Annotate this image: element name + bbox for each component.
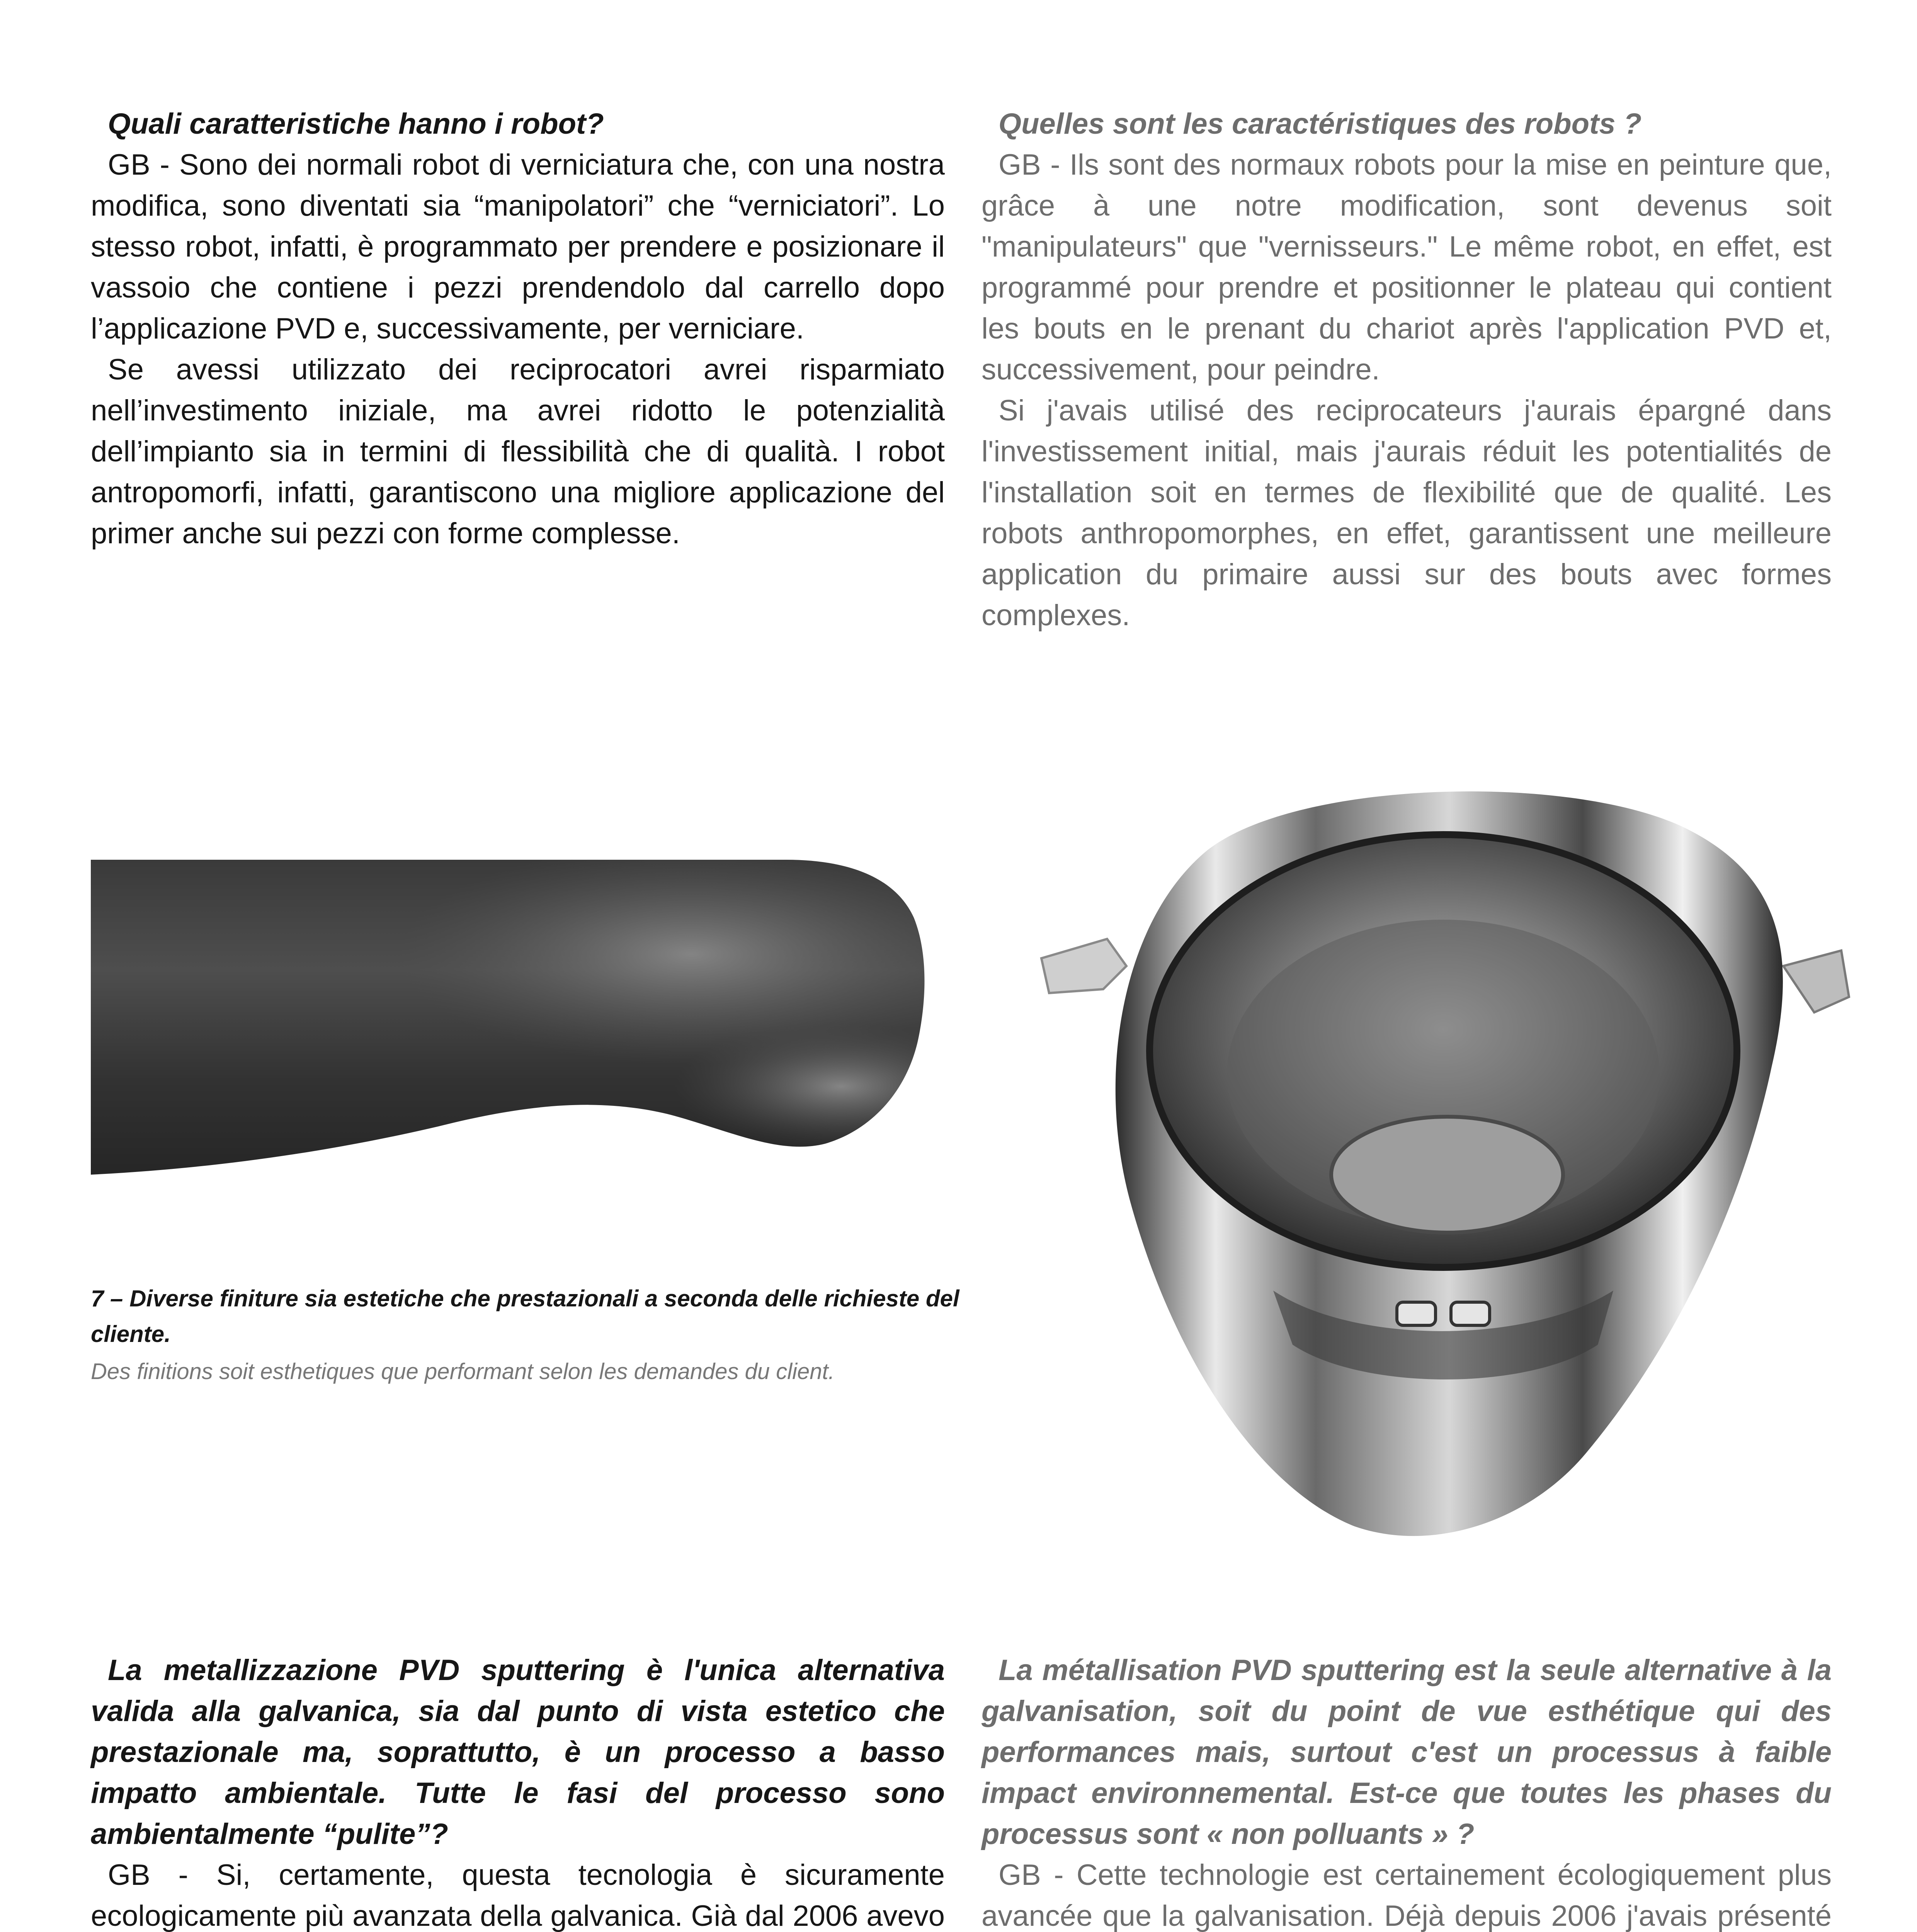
answer-paragraph: Si j'avais utilisé des reciprocateurs j'aurais épargné dans l'investissement initial, mais j'aurais réduit les potentialités de l'installation soit en termes de flexibilité que de qualité. Les robots anthropomorphes, en effet, garantissent une meilleure application du primaire aussi sur des bouts avec formes complexes.: [981, 394, 1832, 632]
bottom-right-column: [981, 1650, 1832, 1932]
caption-italian: 7 – Diverse finiture sia estetiche che prestazionali a seconda delle richieste del cliente.: [91, 1286, 959, 1347]
caption-french: Des finitions soit esthetiques que performant selon les demandes du client.: [91, 1359, 835, 1384]
chrome-cup-photo: [1026, 757, 1853, 1577]
answer-paragraph: GB - Sono dei normali robot di verniciatura che, con una nostra modifica, sono diventati sia “manipolatori” che “verniciatori”. Lo stesso robot, infatti, è programmato per prendere e posizionare il vassoio che contiene i pezzi prendendolo dal carrello dopo l’applicazione PVD e, successivamente, per verniciare.: [91, 148, 945, 345]
answer-paragraph: GB - Ils sont des normaux robots pour la mise en peinture que, grâce à une notre modification, sont devenus soit "manipulateurs" que "vernisseurs." Le même robot, en effet, est programmé pour prendre et positionner le plateau qui contient les bouts en le prenant du chariot après l'application PVD et, successivement, pour peindre.: [981, 148, 1832, 386]
bottom-left-column: [91, 1650, 945, 1932]
answer-paragraph: GB - Si, certamente, questa tecnologia è sicuramente ecologicamente più avanzata della galvanica. Già dal 2006 avevo: [91, 1859, 945, 1932]
figure-caption: [91, 1281, 960, 1389]
question-pvd-fr: La métallisation PVD sputtering est la seule alternative à la galvanisation, soit du point de vue esthétique qui des performances mais, surtout c'est un processus à faible impact environnemental. Est-ce que toutes les phases du processus sont « non polluants » ?: [981, 1654, 1832, 1850]
answer-paragraph: GB - Cette technologie est certainement écologiquement plus avancée que la galvanisation. Déjà depuis 2006 j'avais présenté: [981, 1859, 1832, 1932]
metallic-handle-photo: [91, 860, 925, 1188]
question-pvd-it: La metallizzazione PVD sputtering è l'unica alternativa valida alla galvanica, sia dal punto di vista estetico che prestazionale ma, soprattutto, è un processo a basso impatto ambientale. Tutte le fasi del processo sono ambientalmente “pulite”?: [91, 1654, 945, 1850]
question-robot-features-fr: Quelles sont les caractéristiques des robots ?: [998, 107, 1642, 140]
top-right-column: [981, 104, 1832, 636]
top-left-column: [91, 104, 945, 554]
question-robot-features-it: Quali caratteristiche hanno i robot?: [108, 107, 604, 140]
answer-paragraph: Se avessi utilizzato dei reciprocatori avrei risparmiato nell’investimento iniziale, ma avrei ridotto le potenzialità dell’impianto sia in termini di flessibilità che di qualità. I robot antropomorfi, infatti, garantiscono una migliore applicazione del primer anche sui pezzi con forme complesse.: [91, 353, 945, 550]
